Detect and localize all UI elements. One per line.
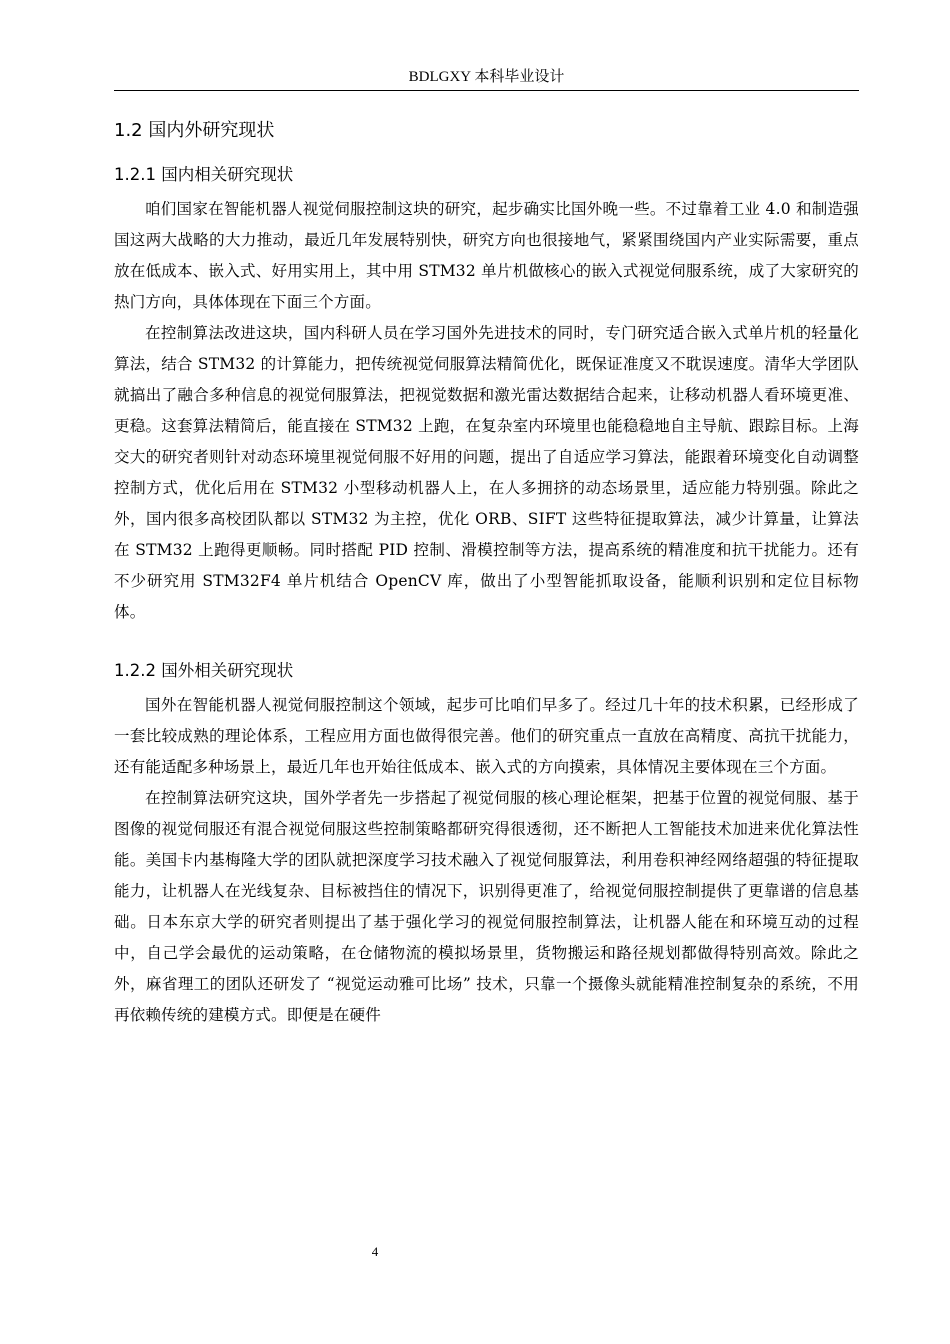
paragraph: 国外在智能机器人视觉伺服控制这个领域，起步可比咱们早多了。经过几十年的技术积累，已经形成了一套比较成熟的理论体系，工程应用方面也做得很完善。他们的研究重点一直放在高精度、高抗干扰能力，还有能适配多种场景上，最近几年也开始往低成本、嵌入式的方向摸索，具体情况主要体现在三个方面。 — [114, 696, 859, 776]
paragraph: 在控制算法研究这块，国外学者先一步搭起了视觉伺服的核心理论框架，把基于位置的视觉伺服、基于图像的视觉伺服还有混合视觉伺服这些控制策略都研究得很透彻，还不断把人工智能技术加进来优化算法性能。美国卡内基梅隆大学的团队就把深度学习技术融入了视觉伺服算法，利用卷积神经网络超强的特征提取能力，让机器人在光线复杂、目标被挡住的情况下，识别得更准了，给视觉伺服控制提供了更靠谱的信息基础。日本东京大学的研究者则提出了基于强化学习的视觉伺服控制算法，让机器人能在和环境互动的过程中，自己学会最优的运动策略，在仓储物流的模拟场景里，货物搬运和路径规划都做得特别高效。除此之外，麻省理工的团队还研发了 “视觉运动雅可比场” 技术，只靠一个摄像头就能精准控制复杂的系统，不用再依赖传统的建模方式。即便是在硬件 — [114, 789, 859, 1024]
subsection-heading-domestic: 1.2.1 国内相关研究现状 — [114, 165, 294, 184]
page-number: 4 — [371, 1244, 379, 1259]
document-body — [114, 116, 859, 1031]
paragraph: 咱们国家在智能机器人视觉伺服控制这块的研究，起步确实比国外晚一些。不过靠着工业 4.0 和制造强国这两大战略的大力推动，最近几年发展特别快，研究方向也很接地气，紧紧围绕国内产业实际需要，重点放在低成本、嵌入式、好用实用上，其中用 STM32 单片机做核心的嵌入式视觉伺服系统，成了大家研究的热门方向，具体体现在下面三个方面。 — [114, 200, 859, 311]
section-heading: 1.2 国内外研究现状 — [114, 120, 275, 141]
header-title: BDLGXY 本科毕业设计 — [408, 69, 565, 85]
subsection-heading-foreign: 1.2.2 国外相关研究现状 — [114, 661, 294, 680]
paragraph: 在控制算法改进这块，国内科研人员在学习国外先进技术的同时，专门研究适合嵌入式单片机的轻量化算法，结合 STM32 的计算能力，把传统视觉伺服算法精简优化，既保证准度又不耽误速度。清华大学团队就搞出了融合多种信息的视觉伺服算法，把视觉数据和激光雷达数据结合起来，让移动机器人看环境更准、更稳。这套算法精简后，能直接在 STM32 上跑，在复杂室内环境里也能稳稳地自主导航、跟踪目标。上海交大的研究者则针对动态环境里视觉伺服不好用的问题，提出了自适应学习算法，能跟着环境变化自动调整控制方式，优化后用在 STM32 小型移动机器人上，在人多拥挤的动态场景里，适应能力特别强。除此之外，国内很多高校团队都以 STM32 为主控，优化 ORB、SIFT 这些特征提取算法，减少计算量，让算法在 STM32 上跑得更顺畅。同时搭配 PID 控制、滑模控制等方法，提高系统的精准度和抗干扰能力。还有不少研究用 STM32F4 单片机结合 OpenCV 库，做出了小型智能抓取设备，能顺利识别和定位目标物体。 — [114, 324, 859, 621]
page-header — [114, 64, 859, 91]
